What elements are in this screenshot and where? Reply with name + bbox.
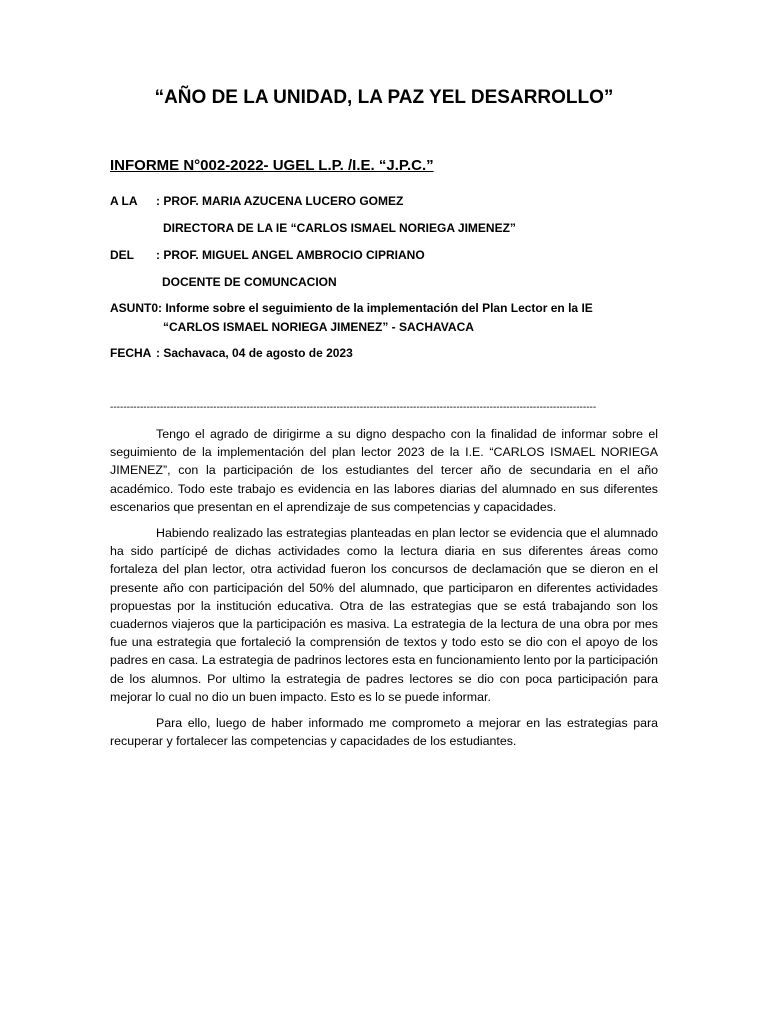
paragraph-3: Para ello, luego de haber informado me comprometo a mejorar en las estrategias para recuperar y fortalecer las competencias y capacidades de los estudiantes. xyxy=(110,716,658,749)
document-title: “AÑO DE LA UNIDAD, LA PAZ YEL DESARROLLO” xyxy=(154,87,614,108)
date-row xyxy=(110,346,353,360)
paragraph-2: Habiendo realizado las estrategias planteadas en plan lector se evidencia que el alumnado ha sido partícipé de dichas actividades como la lectura diaria en sus diferentes áreas como fortaleza del plan lector, otra actividad fueron los concursos de declamación que se dieron en el presente año con participación del 50% del alumnado, que participaron en diferentes actividades propuestas por la institución educativa. Otra de las estrategias que se está trabajando son los cuadernos viajeros que la participación es masiva. La estrategia de la lectura de una obra por mes fue una estrategia que fortaleció la comprensión de textos y todo esto se dio con el apoyo de los padres en casa. La estrategia de padrinos lectores esta en funcionamiento lento por la participación de los alumnos. Por ultimo la estrategia de padres lectores se dio con poca participación para mejorar lo cual no dio un buen impacto. Esto es lo se puede informar. xyxy=(110,526,658,704)
report-number-heading: INFORME N°002-2022- UGEL L.P. /I.E. “J.P.C.” xyxy=(110,157,434,174)
sender-name: : PROF. MIGUEL ANGEL AMBROCIO CIPRIANO xyxy=(156,248,425,262)
dashed-separator: -------------------------------------------------------------------------------------------------------------------------------------------------- xyxy=(110,402,597,413)
sender-row xyxy=(110,248,425,262)
date-value: : Sachavaca, 04 de agosto de 2023 xyxy=(156,346,353,360)
sender-role: DOCENTE DE COMUNCACION xyxy=(162,275,337,289)
sender-label: DEL xyxy=(110,248,134,262)
letter-body xyxy=(110,425,658,758)
recipient-name: : PROF. MARIA AZUCENA LUCERO GOMEZ xyxy=(156,194,404,208)
date-label: FECHA xyxy=(110,346,152,360)
paragraph-1: Tengo el agrado de dirigirme a su digno despacho con la finalidad de informar sobre el seguimiento de la implementación del plan lector 2023 de la I.E. “CARLOS ISMAEL NORIEGA JIMENEZ”, con la participación de los estudiantes del tercer año de secundaria en el año académico. Todo este trabajo es evidencia en las labores diarias del alumnado en sus diferentes escenarios que presentan en el aprendizaje de sus competencias y capacidades. xyxy=(110,427,658,514)
subject-line-2: “CARLOS ISMAEL NORIEGA JIMENEZ” - SACHAVACA xyxy=(163,320,474,334)
recipient-role: DIRECTORA DE LA IE “CARLOS ISMAEL NORIEGA JIMENEZ” xyxy=(163,221,516,235)
recipient-label: A LA xyxy=(110,194,138,208)
recipient-row xyxy=(110,194,403,208)
subject-line-1: ASUNT0: Informe sobre el seguimiento de la implementación del Plan Lector en la IE xyxy=(110,301,593,315)
